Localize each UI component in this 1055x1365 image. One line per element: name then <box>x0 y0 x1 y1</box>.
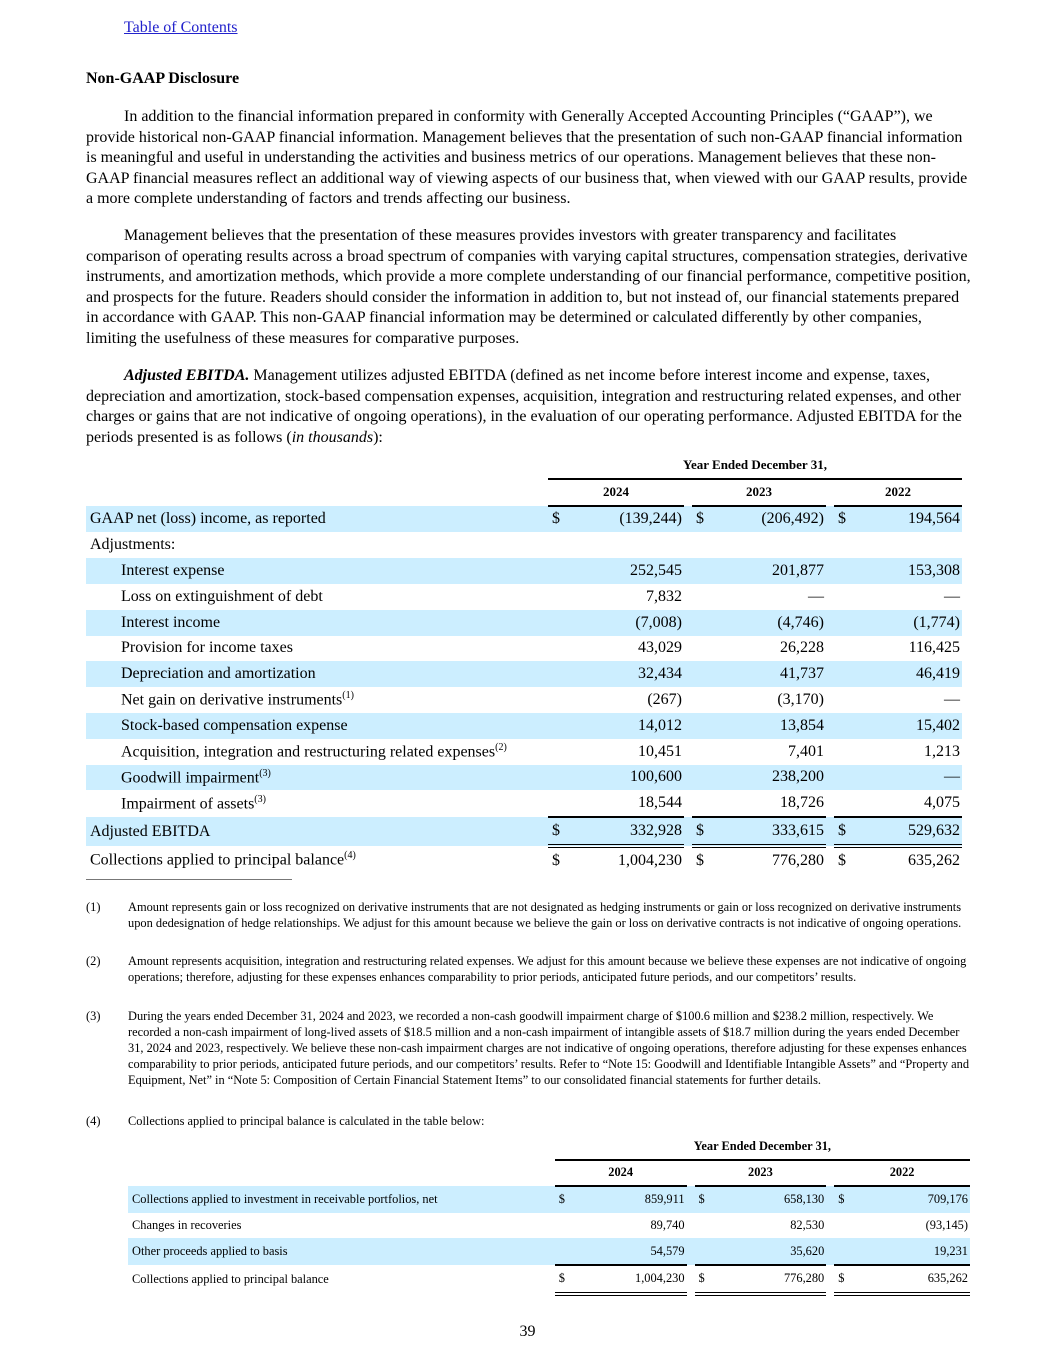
cell-value: 26,228 <box>780 639 824 657</box>
cell-value: (93,145) <box>925 1218 968 1233</box>
table-row <box>86 713 962 739</box>
cell-value: 252,545 <box>572 558 684 584</box>
ebitda-text: Management utilizes adjusted EBITDA (defined as net income before interest income and expense, taxes, depreciation and amortization, stock-based compensation expenses, acquisition, integration and restructuring related expenses, and other charges or gains that are not indicative of ongoing operations), in the evaluation of our operating performance. Adjusted EBITDA for the periods presented is as follows ( <box>86 367 962 446</box>
table-row <box>86 636 962 662</box>
footnote <box>86 899 972 931</box>
cell-value: 41,737 <box>716 661 826 687</box>
ebitda-tail: ): <box>373 428 383 446</box>
cell-value: 332,928 <box>572 817 684 846</box>
table-row <box>86 739 962 765</box>
currency-symbol: $ <box>834 817 858 846</box>
cell-value: 46,419 <box>858 661 962 687</box>
cell-value: 116,425 <box>908 639 960 657</box>
table-row <box>86 532 962 558</box>
currency-symbol: $ <box>695 1186 719 1213</box>
row-label <box>86 765 548 791</box>
cell-value: — <box>944 691 960 709</box>
table-row <box>86 661 962 687</box>
cell-value: 18,544 <box>572 790 684 817</box>
currency-symbol: $ <box>692 817 716 846</box>
footnote-divider <box>86 879 292 880</box>
label-text: Net gain on derivative instruments <box>121 691 343 709</box>
cell-value: (267) <box>647 691 682 709</box>
label-text: Acquisition, integration and restructuring related expenses <box>121 743 496 761</box>
footnote-number: (4) <box>86 1114 101 1128</box>
footnote-number: (3) <box>86 1009 101 1023</box>
currency-symbol: $ <box>548 506 572 533</box>
year-header: 2023 <box>695 1160 827 1187</box>
row-label: Adjustments: <box>90 536 176 554</box>
cell-value: 7,832 <box>646 587 682 605</box>
cell-value: 776,280 <box>718 1265 826 1294</box>
footnote-number: (1) <box>86 900 101 914</box>
collections-principal-table <box>128 1134 970 1296</box>
cell-value: 54,579 <box>579 1238 687 1265</box>
cell-value: — <box>808 587 824 605</box>
page-number: 39 <box>519 1323 536 1340</box>
section-title: Non-GAAP Disclosure <box>86 70 240 87</box>
cell-value: 635,262 <box>908 851 960 869</box>
year-header: 2024 <box>548 479 684 506</box>
cell-value: 635,262 <box>858 1265 970 1294</box>
table-row <box>86 610 962 636</box>
currency-symbol: $ <box>552 851 560 869</box>
cell-value: (1,774) <box>858 610 962 636</box>
cell-value: 18,726 <box>716 790 826 817</box>
currency-symbol: $ <box>834 506 858 533</box>
cell-value: (7,008) <box>572 610 684 636</box>
cell-value: 4,075 <box>858 790 962 817</box>
label-text: Collections applied to principal balance <box>90 851 345 869</box>
row-label: Provision for income taxes <box>121 639 293 657</box>
cell-value: — <box>858 765 962 791</box>
footnote <box>86 1113 972 1129</box>
cell-value: 859,911 <box>579 1186 687 1213</box>
row-label: GAAP net (loss) income, as reported <box>86 506 548 533</box>
period-header: Year Ended December 31, <box>555 1134 970 1160</box>
table-row <box>128 1213 970 1239</box>
cell-value: 82,530 <box>790 1218 825 1233</box>
footnote-text: Amount represents acquisition, integration and restructuring related expenses. We adjust for this amount because we believe these expenses are not indicative of ongoing operations; therefore, adjusting for these expenses enhances comparability to prior periods, anticipated future periods, and our competitors’ results. <box>128 954 967 984</box>
table-row <box>128 1186 970 1213</box>
footnote-text: Amount represents gain or loss recognized on derivative instruments that are not designated as hedging instruments or gain or loss recognized on derivative instruments upon dedesignation of hedge relationships. We adjust for this amount because we believe the gain or loss on derivative contracts is not indicative of ongoing operations. <box>128 900 962 930</box>
period-header: Year Ended December 31, <box>548 453 962 479</box>
table-row <box>128 1238 970 1265</box>
row-label <box>86 687 548 713</box>
ebitda-lead: Adjusted EBITDA. <box>124 367 250 384</box>
row-label: Other proceeds applied to basis <box>128 1238 555 1265</box>
cell-value: (139,244) <box>572 506 684 533</box>
cell-value: 35,620 <box>718 1238 826 1265</box>
cell-value: 194,564 <box>858 506 962 533</box>
cell-value: 1,004,230 <box>579 1265 687 1294</box>
year-header: 2022 <box>834 479 962 506</box>
cell-value: (206,492) <box>716 506 826 533</box>
label-text: Goodwill impairment <box>121 769 260 787</box>
cell-value: 529,632 <box>858 817 962 846</box>
row-label: Collections applied to investment in receivable portfolios, net <box>128 1186 555 1213</box>
row-label: Collections applied to principal balance <box>132 1271 329 1286</box>
year-header: 2022 <box>834 1160 970 1187</box>
footnote-ref: (2) <box>495 742 507 753</box>
currency-symbol: $ <box>696 851 704 869</box>
table-row <box>86 558 962 584</box>
footnote-ref: (4) <box>344 850 356 862</box>
cell-value: 32,434 <box>572 661 684 687</box>
cell-value: 89,740 <box>650 1218 685 1233</box>
cell-value: 709,176 <box>858 1186 970 1213</box>
currency-symbol: $ <box>695 1265 719 1294</box>
table-row-total <box>86 817 962 846</box>
table-row <box>86 846 962 874</box>
table-row <box>86 687 962 713</box>
currency-symbol: $ <box>838 851 846 869</box>
year-header: 2024 <box>555 1160 687 1187</box>
row-label <box>86 739 548 765</box>
currency-symbol: $ <box>555 1265 579 1294</box>
currency-symbol: $ <box>548 817 572 846</box>
adjusted-ebitda-table <box>86 453 962 874</box>
footnote <box>86 953 972 985</box>
row-label: Interest expense <box>86 558 548 584</box>
footnote-ref: (3) <box>259 767 271 779</box>
ebitda-paragraph <box>86 366 972 448</box>
footnote <box>86 1008 972 1088</box>
row-label: Loss on extinguishment of debt <box>121 587 323 605</box>
currency-symbol: $ <box>834 1265 858 1294</box>
ebitda-units: in thousands <box>291 428 374 446</box>
currency-symbol: $ <box>834 1186 858 1213</box>
cell-value: 333,615 <box>716 817 826 846</box>
footnote-ref: (1) <box>342 690 354 702</box>
cell-value: 7,401 <box>788 742 824 760</box>
intro-paragraph: In addition to the financial information prepared in conformity with Generally Accepted Accounting Principles (“GAAP”), we provide historical non-GAAP financial information. Management believes that the presentation of such non-GAAP financial information is meaningful and useful in understanding the activities and business metrics of our operations. Management believes that these non-GAAP financial measures reflect an additional way of viewing aspects of our business that, when viewed with our GAAP results, provide a more complete understanding of factors and trends affecting our business. <box>86 108 968 208</box>
cell-value: 153,308 <box>858 558 962 584</box>
year-header: 2023 <box>692 479 826 506</box>
cell-value: 776,280 <box>772 851 824 869</box>
cell-value: 1,004,230 <box>618 851 682 869</box>
row-label <box>86 846 548 874</box>
cell-value: 1,213 <box>924 742 960 760</box>
row-label: Interest income <box>86 610 548 636</box>
row-label: Changes in recoveries <box>132 1218 242 1233</box>
footnote-text: During the years ended December 31, 2024 and 2023, we recorded a non-cash goodwill impairment charge of $100.6 million and $238.2 million, respectively. We recorded a non-cash impairment of long-lived assets of $18.5 million and a non-cash impairment of intangible assets of $18.7 million during the years ended December 31, 2024 and 2023, respectively. We believe these non-cash impairment charges are not indicative of ongoing operations, therefore adjusting for these expenses enhances comparability to prior periods, anticipated future periods, and our competitors’ results. Refer to “Note 15: Goodwill and Identifiable Intangible Assets” and “Property and Equipment, Net” in “Note 5: Composition of Certain Financial Statement Items” to our consolidated financial statements for further details. <box>128 1009 970 1087</box>
cell-value: 13,854 <box>716 713 826 739</box>
row-label <box>86 790 548 817</box>
cell-value: 14,012 <box>572 713 684 739</box>
currency-symbol: $ <box>692 506 716 533</box>
table-of-contents-link[interactable]: Table of Contents <box>124 19 238 36</box>
footnote-ref: (3) <box>254 794 266 806</box>
table-row <box>86 790 962 817</box>
cell-value: — <box>944 587 960 605</box>
row-label: Stock-based compensation expense <box>86 713 548 739</box>
table-row <box>86 765 962 791</box>
cell-value: 43,029 <box>638 639 682 657</box>
cell-value: 201,877 <box>716 558 826 584</box>
row-label: Adjusted EBITDA <box>86 817 548 846</box>
label-text: Impairment of assets <box>121 795 255 813</box>
cell-value: 15,402 <box>858 713 962 739</box>
row-label: Depreciation and amortization <box>86 661 548 687</box>
transparency-paragraph: Management believes that the presentation of these measures provides investors with greater transparency and facilitates comparison of operating results across a broad spectrum of companies with varying capital structures, compensation strategies, derivative instruments, and amortization methods, which provide a more complete understanding of our financial performance, competitive position, and prospects for the future. Readers should consider the information in addition to, but not instead of, our financial statements prepared in accordance with GAAP. This non-GAAP financial information may be determined or calculated differently by other companies, limiting the usefulness of these measures for comparative purposes. <box>86 227 971 347</box>
footnote-number: (2) <box>86 954 101 968</box>
table-row <box>86 506 962 533</box>
currency-symbol: $ <box>555 1186 579 1213</box>
table-row <box>86 584 962 610</box>
table-row-total <box>128 1265 970 1294</box>
cell-value: (4,746) <box>716 610 826 636</box>
cell-value: 10,451 <box>638 742 682 760</box>
cell-value: 19,231 <box>858 1238 970 1265</box>
footnote-text: Collections applied to principal balance is calculated in the table below: <box>128 1114 485 1128</box>
cell-value: 100,600 <box>572 765 684 791</box>
cell-value: 658,130 <box>718 1186 826 1213</box>
cell-value: 238,200 <box>716 765 826 791</box>
cell-value: (3,170) <box>777 691 824 709</box>
